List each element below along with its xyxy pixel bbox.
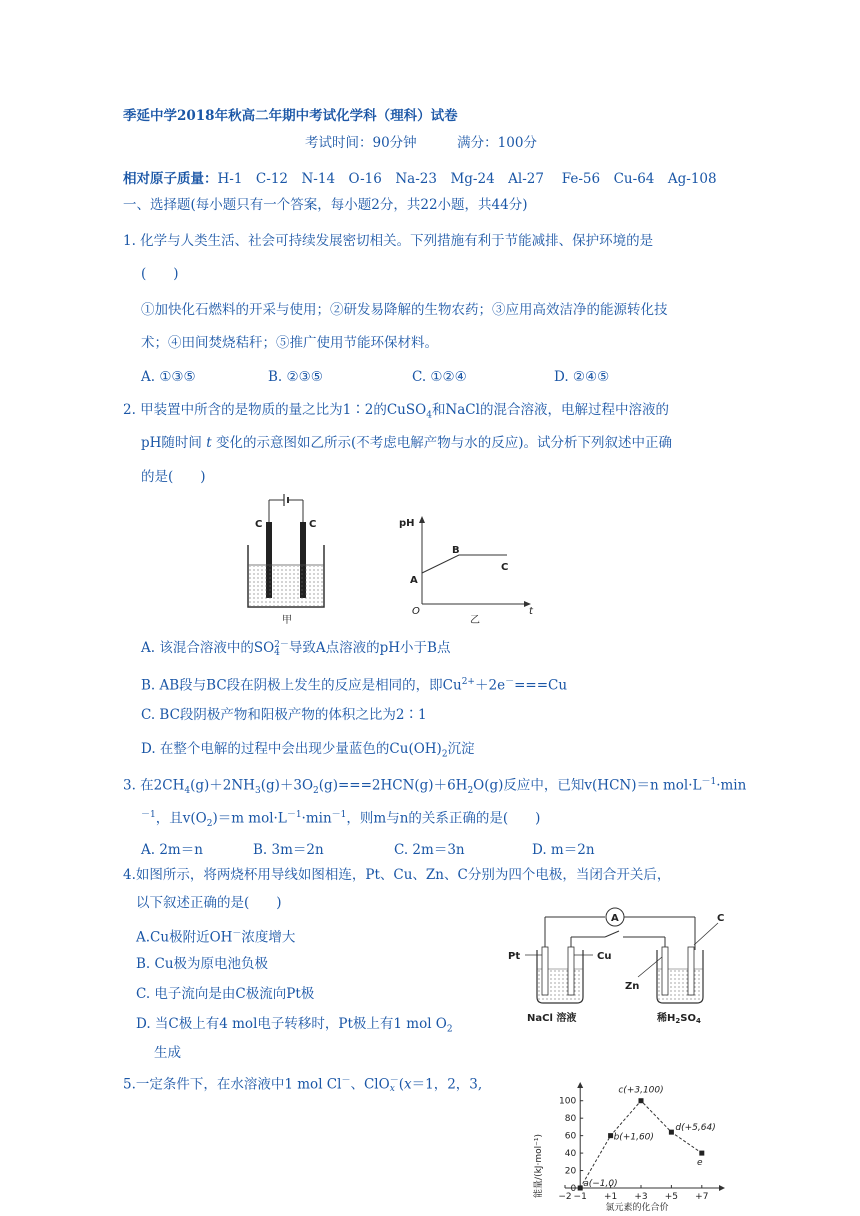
q2-stem-1c: 和NaCl的混合溶液，电解过程中溶液的: [431, 402, 669, 418]
q2-stem-3: 的是( ): [141, 469, 206, 485]
h2so4-part2: SO: [680, 1013, 696, 1024]
q2-option-b: [141, 673, 567, 695]
q5-s3-i: x: [403, 1076, 412, 1093]
data-point-c: [639, 1098, 644, 1103]
q3-stem-1: [123, 773, 746, 800]
data-label-c: c(+3,100): [618, 1085, 664, 1096]
q1-option-a: A. ①③⑤: [141, 369, 196, 385]
q3-s2: (g)＋2NH: [190, 777, 255, 794]
h2so4-sub1: 2: [675, 1017, 681, 1025]
energy-oxidation-chart: [525, 1078, 730, 1214]
q2-stem-1b: 4: [426, 410, 432, 421]
q1-option-c: C. ①②④: [412, 369, 467, 385]
y-axis-arrow: [577, 1082, 583, 1088]
q3-l2a: －1: [141, 810, 156, 820]
y-tick-label: 80: [564, 1114, 577, 1125]
q2-option-d: [141, 740, 475, 764]
q3-l2d-sup: －1: [331, 810, 347, 820]
q1-option-b: B. ②③⑤: [268, 369, 323, 385]
h2so4-label: [656, 1011, 701, 1025]
q3-s5-sup: －1: [701, 777, 717, 787]
q2-opt-b-2: ＋2e: [474, 677, 506, 694]
electrolysis-cell-figure: [240, 492, 330, 627]
q5-s4: ＝1，2，3,: [411, 1076, 483, 1093]
nacl-label: NaCl 溶液: [527, 1013, 577, 1024]
q1-stem-1: 1. 化学与人类生活、社会可持续发展密切相关。下列措施有利于节能减排、保护环境的是: [123, 233, 654, 249]
jia-caption: 甲: [282, 615, 292, 626]
y-tick-label: 100: [559, 1096, 577, 1107]
exam-title: 季延中学2018年秋高二年期中考试化学科（理科）试卷: [123, 108, 458, 124]
exam-info: 考试时间：90分钟 满分：100分: [305, 135, 537, 151]
q3-l2c-sup: －1: [286, 810, 302, 820]
q4-stem-1: 4.如图所示，将两烧杯用导线如图相连，Pt、Cu、Zn、C分别为四个电极，当闭合开关后，: [123, 867, 671, 883]
q2-opt-a-2: 导致A点溶液的pH小于B点: [288, 640, 451, 656]
q5-s2-sub: x: [389, 1084, 395, 1094]
x-axis-arrow: [719, 1185, 725, 1191]
q4-option-c: C. 电子流向是由C极流向Pt极: [136, 986, 315, 1002]
q3-s3: (g)＋3O: [260, 777, 314, 794]
yi-origin: O: [412, 606, 420, 617]
yi-point-b: B: [452, 545, 460, 556]
q2-opt-a-sub: 4: [274, 647, 280, 658]
q3-option-a: A. 2m＝n: [141, 842, 203, 858]
cu-label: Cu: [597, 951, 612, 962]
yi-ylabel: pH: [399, 518, 415, 529]
q3-l2b-sub: 2: [206, 819, 213, 830]
atomic-mass-values: H-1 C-12 N-14 O-16 Na-23 Mg-24 Al-27 Fe-56 Cu-64 Ag-108: [217, 171, 717, 187]
yi-point-c: C: [501, 562, 509, 573]
jia-left-label: C: [255, 519, 263, 530]
q2-option-a: [141, 639, 450, 657]
q3-s5: O(g)反应中，已知v(HCN)＝n mol·L: [473, 777, 702, 794]
yi-point-a: A: [410, 575, 418, 586]
q3-option-d: D. m＝2n: [532, 842, 595, 858]
q2-opt-d-sub: 2: [441, 749, 448, 760]
q3-s4-sub: 2: [467, 786, 474, 797]
x-tick-label: +5: [664, 1192, 679, 1202]
c-label: C: [717, 913, 725, 924]
q4-stem-2: 以下叙述正确的是( ): [136, 895, 282, 911]
q3-l2e: ，则m与n的关系正确的是( ): [346, 810, 541, 827]
y-tick-label: 0: [570, 1184, 577, 1194]
q1-stem-2: ( ): [141, 266, 179, 282]
q5-s2-sup: －: [389, 1076, 399, 1086]
q1-stem-4: 术；④田间焚烧秸秆；⑤推广使用节能环保材料。: [141, 335, 438, 351]
q2-opt-d-2: 沉淀: [447, 741, 475, 757]
q1-option-d: D. ②④⑤: [554, 369, 610, 385]
ammeter-label: A: [611, 913, 619, 924]
zn-label: Zn: [625, 981, 640, 992]
atomic-mass-line: [123, 170, 717, 188]
q5-clo-script: [390, 1077, 399, 1093]
x-tick-label: +1: [603, 1192, 618, 1202]
data-point-e: [699, 1151, 704, 1156]
q3-s1: 3. 在2CH: [123, 777, 185, 794]
data-point-d: [669, 1130, 674, 1135]
section-heading: 一、选择题(每小题只有一个答案，每小题2分，共22小题，共44分): [123, 197, 528, 213]
q3-stem-2: [141, 806, 540, 833]
data-point-a: [578, 1186, 583, 1191]
q2-opt-a-sup: 2－: [274, 639, 289, 650]
jia-right-label: C: [309, 519, 317, 530]
q2-opt-b-sup1: 2+: [461, 677, 475, 687]
q3-l2c: )＝m mol·L: [212, 810, 287, 827]
data-label-e: e: [697, 1158, 703, 1169]
q1-stem-3: ①加快化石燃料的开采与使用；②研发易降解的生物农药；③应用高效洁净的能源转化技: [141, 302, 668, 318]
ph-time-graph: [395, 510, 540, 625]
dashed-connector: [580, 1101, 702, 1188]
q4-opt-d-1: D. 当C极上有4 mol电子转移时，Pt极上有1 mol O: [136, 1016, 447, 1032]
q5-s1-sup: －: [341, 1076, 351, 1086]
switch-icon: [605, 931, 619, 937]
q2-stem-2a: pH随时间: [141, 435, 202, 451]
q2-option-c: C. BC段阴极产物和阳极产物的体积之比为2∶1: [141, 707, 427, 723]
q5-s1: 5.一定条件下，在水溶液中1 mol Cl: [123, 1076, 342, 1093]
q5-s3: (: [398, 1076, 404, 1093]
h2so4-part1: 稀H: [657, 1013, 676, 1024]
q4-option-d: [136, 1015, 453, 1039]
q2-stem-2b: t: [206, 435, 212, 451]
x-tick-label: +3: [634, 1192, 648, 1202]
q4-opt-d-sub: 2: [446, 1024, 453, 1035]
q3-l2d: ·min: [301, 810, 332, 827]
y-tick-label: 20: [564, 1166, 577, 1177]
chart-dashed-line: [580, 1101, 702, 1188]
q2-opt-b-sup2: －: [505, 677, 515, 687]
q2-opt-d-1: D. 在整个电解的过程中会出现少量蓝色的Cu(OH): [141, 741, 442, 757]
x-tick-label: −1: [573, 1192, 587, 1202]
data-label-b: b(+1,60): [613, 1132, 654, 1143]
h2so4-sub2: 4: [695, 1017, 701, 1025]
q2-opt-a-1: A. 该混合溶液中的SO: [141, 640, 275, 656]
data-point-b: [608, 1133, 613, 1138]
pt-label: Pt: [508, 951, 521, 962]
q2-stem-2: [141, 434, 672, 452]
q4-option-b: B. Cu极为原电池负极: [136, 956, 269, 972]
yi-xlabel: t: [529, 606, 533, 617]
q3-option-c: C. 2m＝3n: [394, 842, 465, 858]
q5-stem-1: [123, 1072, 482, 1094]
q3-l2b: ，且v(O: [155, 810, 207, 827]
y-tick-label: 60: [564, 1131, 577, 1142]
data-label-a: a(−1,0): [583, 1179, 618, 1189]
data-label-d: d(+5,64): [675, 1123, 716, 1134]
q2-opt-a-script: [274, 641, 289, 657]
q3-s6: ·min: [716, 777, 747, 794]
q3-s1-sub: 4: [184, 786, 191, 797]
q4-opt-a-1: A.Cu极附近OH: [136, 929, 233, 946]
x-tick-label: +7: [695, 1192, 709, 1202]
atomic-mass-label: 相对原子质量：: [123, 171, 218, 187]
chart-x-axis-label: 氯元素的化合价: [605, 1203, 669, 1213]
q3-s4: (g)===2HCN(g)＋6H: [318, 777, 468, 794]
x-tick-label: −2: [558, 1192, 572, 1202]
q2-opt-b-1: B. AB段与BC段在阴极上发生的反应是相同的，即Cu: [141, 677, 462, 694]
galvanic-cell-figure: [505, 905, 740, 1030]
q2-stem-2c: 变化的示意图如乙所示(不考虑电解产物与水的反应)。试分析下列叙述中正确: [215, 435, 672, 451]
q3-option-b: B. 3m＝2n: [253, 842, 324, 858]
q2-stem-1: [123, 401, 669, 425]
q4-option-d-cont: 生成: [154, 1045, 181, 1061]
chart-points: [578, 1086, 716, 1191]
q2-stem-1a: 2. 甲装置中所含的是物质的量之比为1∶2的CuSO: [123, 402, 427, 418]
q3-s2-sub: 3: [254, 786, 261, 797]
q5-s2: 、ClO: [350, 1076, 390, 1093]
chart-y-axis-label: 能量/(kJ·mol⁻¹): [534, 1134, 544, 1198]
q4-option-a: [136, 925, 295, 947]
y-tick-label: 40: [564, 1149, 577, 1160]
yi-caption: 乙: [470, 615, 480, 625]
q4-opt-a-2: 浓度增大: [241, 929, 296, 946]
q2-opt-b-3: ===Cu: [514, 677, 568, 694]
q3-s3-sub: 2: [313, 786, 319, 797]
q4-opt-a-sup: －: [232, 929, 242, 939]
